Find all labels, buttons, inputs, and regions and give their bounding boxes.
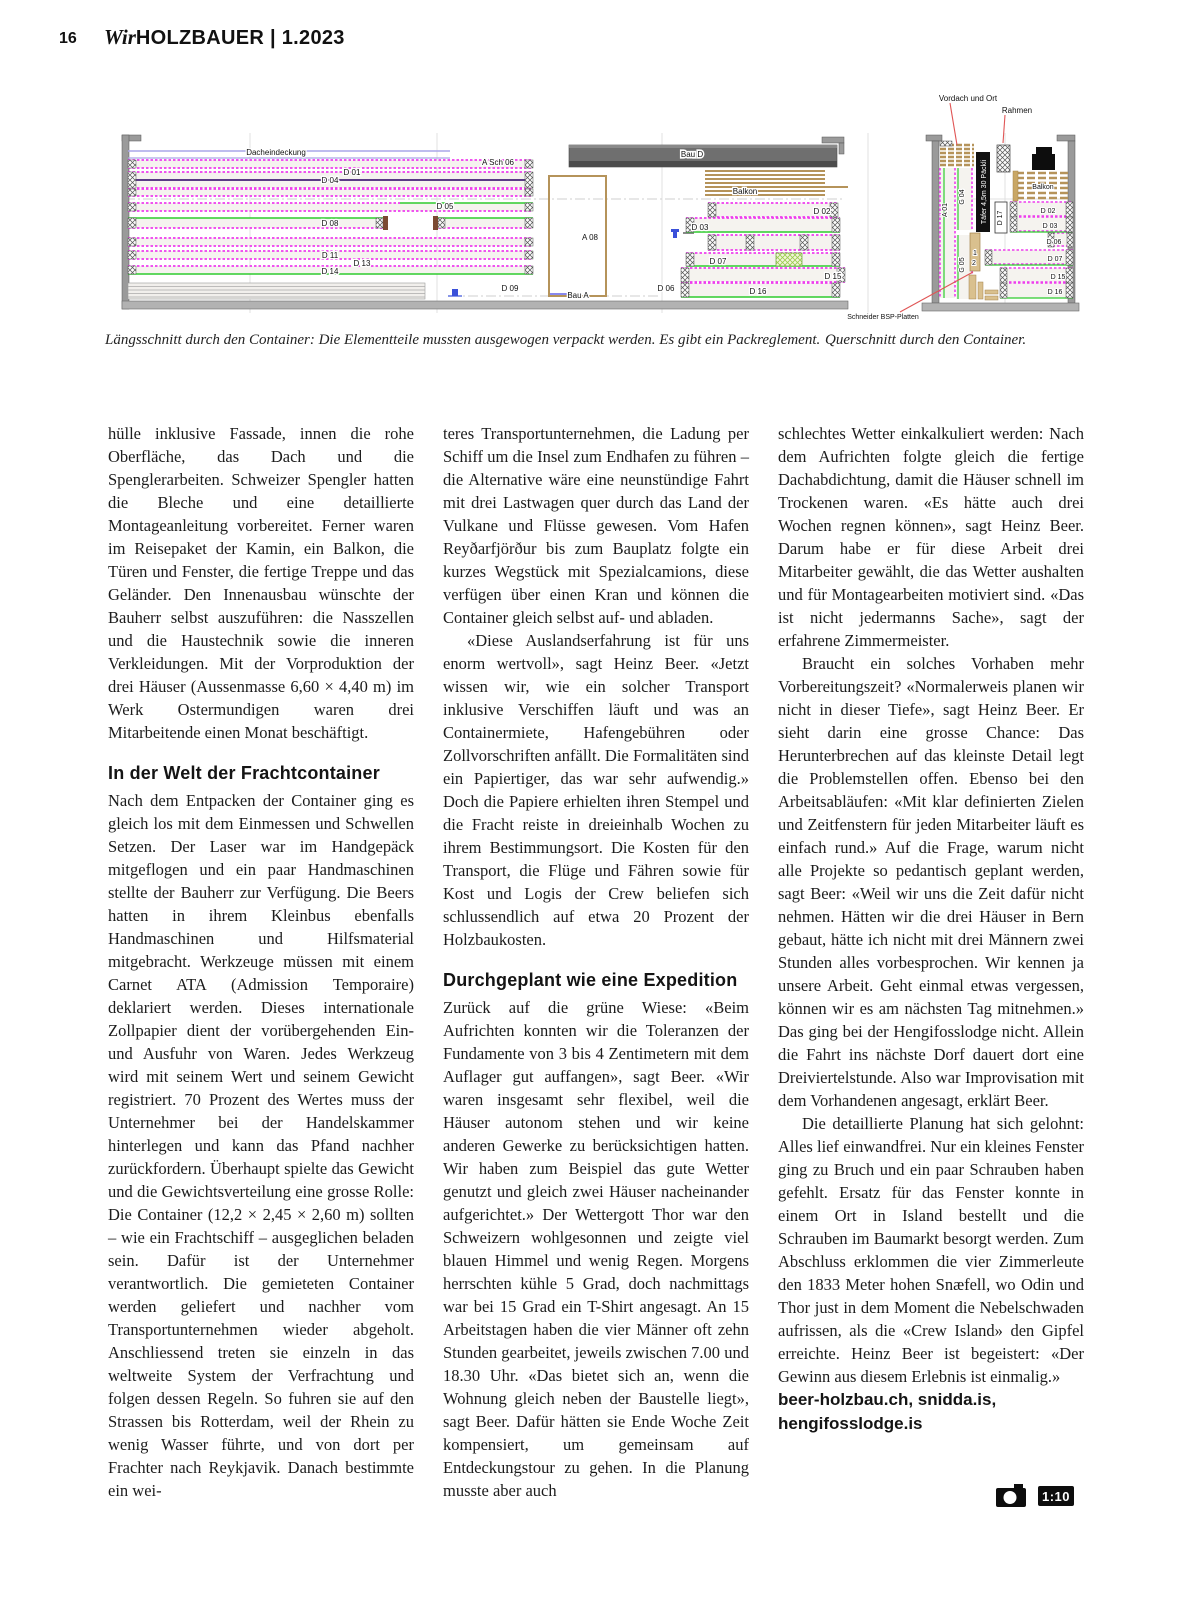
section-heading-expedition: Durchgeplant wie eine Expedition: [443, 970, 738, 990]
article-column-2: [443, 422, 749, 1502]
paragraph: hülle inklusive Fassade, innen die rohe Oberfläche, das Dach und die Spenglerarbeiten. Schweizer Spengler hatten die Bleche und eine detaillierte Montageanleitung vorbereitet. Ferner waren im Reisepaket der Kamin, ein Balkon, die Türen und Fenster, die fertige Treppe und das Geländer. Den Innenausbau wünschte der Bauherr selbst auszuführen: die Nasszellen und die Haustechnik sowie die inneren Verkleidungen. Mit der Vorproduktion der drei Häuser (Aussenmasse 6,60 × 4,40 m) im Werk Ostermundigen waren drei Mitarbeitende einen Monat beschäftigt.: [108, 424, 414, 742]
paragraph: Zurück auf die grüne Wiese: «Beim Aufrichten konnten wir die Toleranzen der Fundamente von 3 bis 4 Zentimetern mit dem Auflager gut auffangen», sagt Beer. «Wir waren insgesamt sehr flexibel, weil die Häuser autonom stehen und wir keine anderen Gewerke zu berücksichtigen hatten. Wir haben zum Beispiel das gute Wetter genutzt und gleich zwei Häuser nacheinander aufgerichtet.» Der Wettergott Thor war den Schweizern wohlgesonnen und zeigte viel blauen Himmel und wenig Regen. Morgens herrschten kühle 5 Grad, doch nachmittags war bei 15 Grad ein T-Shirt angesagt. An 15 Arbeitstagen haben die vier Männer oft zehn Stunden gearbeitet, jeweils zwischen 7.00 und 18.30 Uhr. «Das bietet sich an, wenn die Wohnung gleich neben der Baustelle liegt», sagt Beer. Dafür hätten sie Ende Woche Zeit kompensiert, um gemeinsam auf Entdeckungstour zu gehen. In die Planung musste aber auch: [443, 998, 749, 1500]
label-d15-cross: D 15: [1050, 274, 1066, 281]
paragraph: Die detaillierte Planung hat sich gelohnt: Alles lief einwandfrei. Nur ein kleines Fenster ging zu Bruch und ein paar Schrauben haben gefehlt. Ersatz für das Fenster konnte in einem Ort in Island bestellt und die Schrauben im Baumarkt besorgt werden. Zum Abschluss erklommen die vier Zimmerleute den 1833 Meter hohen Snæfell, wo Odin und Thor just in dem Moment die Nebelschwaden aufrissen, als die «Crew Island» den Gipfel erreichte. Heinz Beer ist begeistert: «Der Gewinn aus diesem Erlebnis ist einmalig.»: [778, 1114, 1084, 1386]
label-d06-cross: D 06: [1046, 239, 1062, 246]
label-schneider-bsp: Schneider BSP-Platten: [847, 314, 919, 321]
label-d04: D 04: [321, 176, 339, 185]
magazine-title-rest: HOLZBAUER | 1.2023: [135, 27, 345, 49]
article-column-3: [778, 422, 1084, 1502]
paragraph: Braucht ein solches Vorhaben mehr Vorbereitungszeit? «Normalerweis planen wir nicht in dieser Tiefe», sagt Heinz Beer. Er sieht darin eine grosse Chance: Das Herunterbrechen auf das kleinste Detail legt die Problemstellen offen. Ebenso bei den Arbeitsabläufen: «Mit klar definierten Zielen und Zeitfenstern für jeden Mitarbeiter läuft es einfach rund.» Auf die Frage, warum nicht alle Projekte so pedantisch geplant werden, sagt Beer: «Weil wir uns die Zeit dafür nicht nehmen. Hätten wir die drei Häuser in Bern gebaut, hätte ich nicht mit drei Männern zwei Stunden alles vorbesprochen. Wir kennen ja unsere Arbeit. Geht einmal etwas vergessen, können wir es am nächsten Tag mitnehmen.» Das ging bei der Hengifosslodge nicht. Allein die Fahrt ins nächste Dorf dauert dort eine Dreiviertelstunde. Also war Improvisation mit dem Vorhandenen angesagt, erklärt Beer.: [778, 654, 1084, 1110]
label-balkon: Balkon: [732, 187, 758, 196]
label-dacheindeckung: Dacheindeckung: [246, 148, 306, 157]
caption-longitudinal: Längsschnitt durch den Container: Die Elementteile mussten ausgewogen verpackt werden. Es gibt ein Packreglement.: [105, 332, 821, 348]
website-links: [778, 1388, 1084, 1436]
label-d16-long: D 16: [749, 287, 767, 296]
label-bau-d: Bau D: [680, 150, 704, 159]
label-d11: D 11: [321, 251, 339, 260]
label-a-sch-06: A Sch 06: [481, 158, 515, 167]
label-d05: D 05: [436, 202, 454, 211]
page-number: 16: [59, 30, 77, 47]
label-d03-long: D 03: [691, 223, 709, 232]
label-d06-long: D 06: [657, 284, 675, 293]
paragraph: Nach dem Entpacken der Container ging es gleich los mit dem Einmessen und Schwellen Setzen. Der Laser war im Handgepäck mitgeflogen und ein paar Handmaschinen stellte der Bauherr zur Verfügung. Die Beers hatten in ihrem Kleinbus ebenfalls Handmaschinen und Hilfsmaterial mitgebracht. Werkzeuge müssen mit einem Carnet ATA (Admission Temporaire) deklariert werden. Dieses internationale Zollpapier dient der vorübergehenden Ein- und Ausfuhr von Waren. Jedes Werkzeug wird mit seinem Wert und seinem Gewicht registriert. 70 Prozent des Wertes muss der Unternehmer bei der Handelskammer hinterlegen und kann das Pfand nachher zurückfordern. Überhaupt spielte das Gewicht und die Gewichtsverteilung eine grosse Rolle: Die Container (12,2 × 2,45 × 2,60 m) sollten – wie ein Frachtschiff – ausgeglichen beladen sein. Dafür ist der Unternehmer verantwortlich. Die gemieteten Container werden geliefert und nachher vom Transportunternehmen wieder abgeholt. Anschliessend treten sie einzeln in das weltweite System der Verfrachtung und folgen dessen Regeln. So fuhren sie auf den Strassen bis Rotterdam, weil der Rhein zu wenig Wasser führte, und von dort per Frachter nach Reykjavik. Danach bestimmte ein wei-: [108, 791, 414, 1500]
label-num2: 2: [972, 260, 976, 267]
website-links-line2: hengifosslodge.is: [778, 1414, 923, 1433]
label-d09: D 09: [501, 284, 519, 293]
label-d16-cross: D 16: [1047, 289, 1063, 296]
scale-badge: 1:10: [1038, 1486, 1074, 1506]
label-d15-long: D 15: [824, 272, 842, 281]
figure-container-drawings: [100, 85, 1160, 335]
label-d01: D 01: [343, 168, 361, 177]
label-num1: 1: [973, 250, 977, 257]
section-heading-frachtcontainer: In der Welt der Frachtcontainer: [108, 763, 380, 783]
label-vordach-und-ort: Vordach und Ort: [938, 94, 998, 103]
label-rahmen: Rahmen: [1001, 106, 1033, 115]
label-d17: D 17: [997, 210, 1004, 226]
balcony-slats: [705, 171, 848, 195]
label-a01: A 01: [942, 202, 949, 218]
label-bau-a: Bau A: [567, 291, 589, 300]
website-links-line1: beer-holzbau.ch, snidda.is,: [778, 1390, 997, 1409]
magazine-title: [104, 25, 345, 50]
article-column-1: [108, 422, 414, 1502]
label-d02-cross: D 02: [1040, 208, 1056, 215]
label-d07-long: D 07: [709, 257, 727, 266]
figure-credits: [994, 1483, 1074, 1509]
chimney: [1032, 147, 1055, 170]
paragraph: schlechtes Wetter einkalkuliert werden: Nach dem Aufrichten folgte gleich die fertige Dachabdichtung, damit die Häuser schnell im Trockenen waren. «Es hätte auch drei Wochen regnen können», sagt Heinz Beer. Darum habe er für diese Arbeit drei Mitarbeiter gewählt, die das Wetter aushalten und für Montagearbeiten motiviert sind. «Das ist nicht jedermanns Sache», sagt der erfahrene Zimmermeister.: [778, 424, 1084, 650]
paragraph: «Diese Auslandserfahrung ist für uns enorm wertvoll», sagt Heinz Beer. «Jetzt wissen wir, wie ein solcher Transport inklusive Verschiffen läuft und was an Containermiete, Hafengebühren oder Zollvorschriften anfällt. Die Formalitäten sind ein Papiertiger, das war sehr aufwendig.» Doch die Papiere erhielten ihren Stempel und die Fracht reiste in dreieinhalb Wochen zu ihrem Bestimmungsort. Die Kosten für den Transport, die Flüge und Fähren sowie für Kost und Logis der Crew beliefen sich schlussendlich auf etwa 20 Prozent der Holzbaukosten.: [443, 631, 749, 949]
paragraph: teres Transportunternehmen, die Ladung per Schiff um die Insel zum Endhafen zu führen – die Alternative wäre eine neunstündige Fahrt mit drei Lastwagen quer durch das Land der Vulkane und Flüsse gewesen. Vom Hafen Reyðarfjörður bis zum Bauplatz folgte ein kurzes Wegstück mit Spezialcamions, diese verfügen über einen Kran und können die Container gleich selbst auf- und abladen.: [443, 424, 749, 627]
label-d08: D 08: [321, 219, 339, 228]
magazine-title-italic: Wir: [104, 25, 136, 49]
label-d13: D 13: [353, 259, 371, 268]
label-balkon-cross: Balkon: [1032, 184, 1054, 191]
camera-icon: [994, 1483, 1028, 1509]
caption-cross: Querschnitt durch den Container.: [825, 332, 1027, 348]
label-d07-cross: D 07: [1047, 256, 1063, 263]
label-a08: A 08: [581, 233, 599, 242]
rahmen-bundle: [997, 145, 1010, 172]
label-d02-long: D 02: [813, 207, 831, 216]
label-g05: G 05: [959, 257, 966, 273]
label-d14: D 14: [321, 267, 339, 276]
label-g04: G 04: [959, 189, 966, 205]
article-body: [108, 422, 1084, 1502]
board-stack: [128, 283, 425, 299]
label-taefer: Täfer 4,5m 30 Päckli: [981, 159, 988, 225]
label-d03-cross: D 03: [1042, 223, 1058, 230]
